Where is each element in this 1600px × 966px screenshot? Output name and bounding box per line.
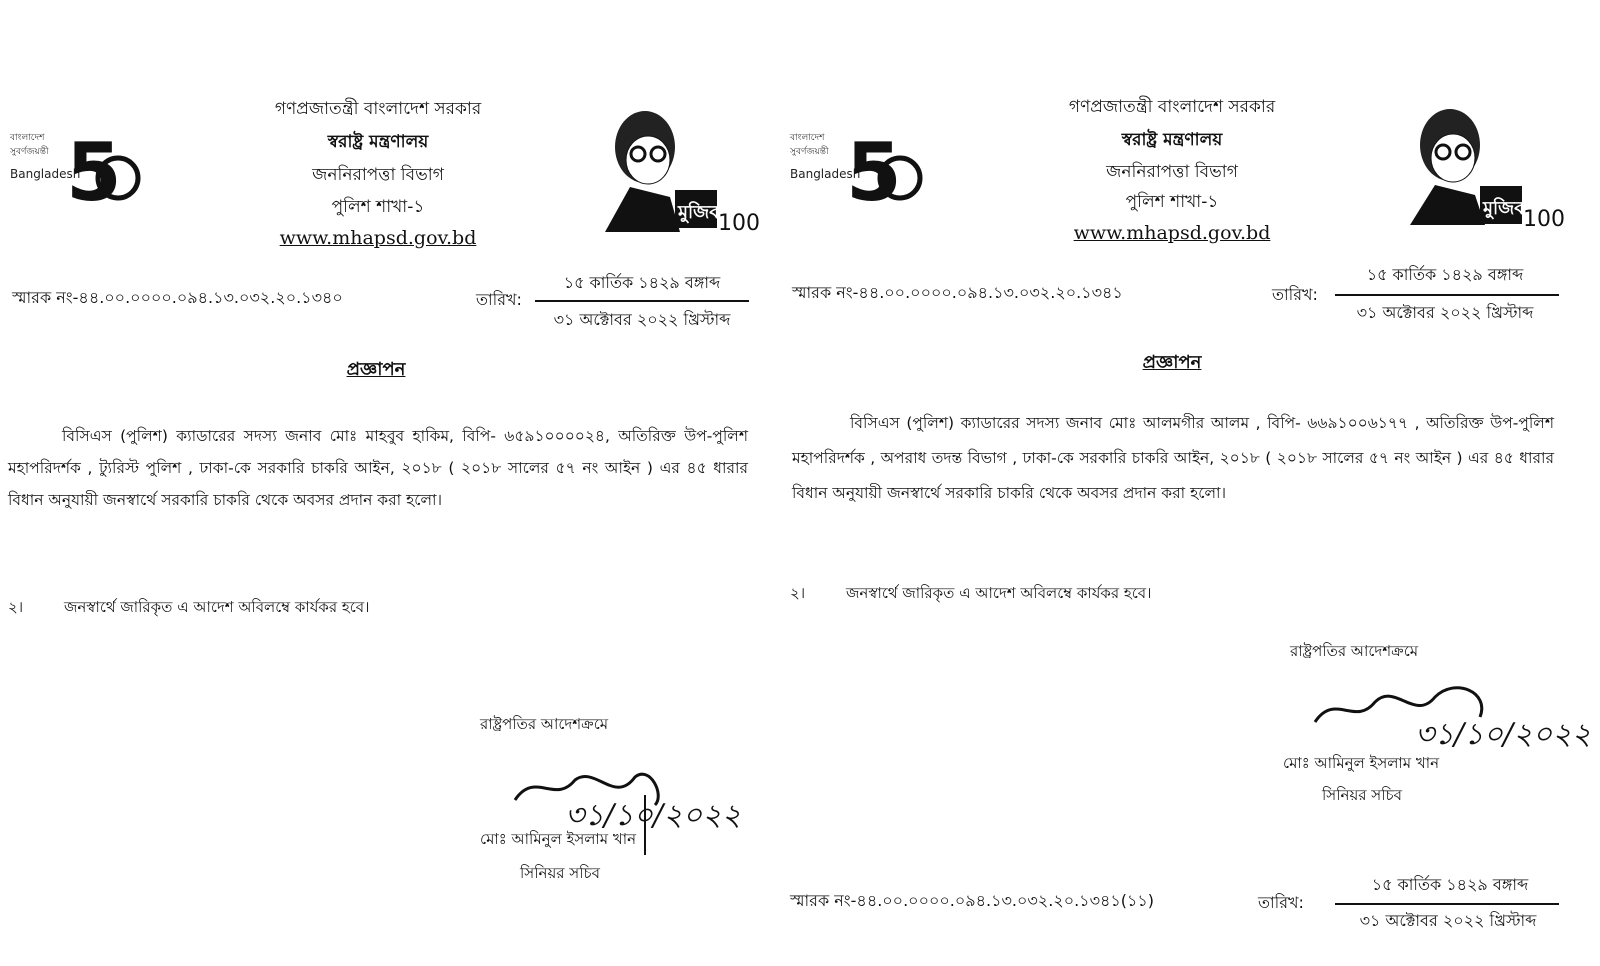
date-divider bbox=[535, 300, 749, 302]
date-bangla: ১৫ কার্তিক ১৪২৯ বঙ্গাব্দ bbox=[1366, 265, 1524, 284]
signer-name: মোঃ আমিনুল ইসলাম খান bbox=[480, 830, 637, 848]
date-bangla: ১৫ কার্তিক ১৪২৯ বঙ্গাব্দ bbox=[563, 273, 721, 292]
header-government: গণপ্রজাতন্ত্রী বাংলাদেশ সরকার bbox=[274, 99, 482, 119]
date-english: ৩১ অক্টোবর ২০২২ খ্রিস্টাব্দ bbox=[1356, 303, 1534, 322]
header-government: গণপ্রজাতন্ত্রী বাংলাদেশ সরকার bbox=[1068, 97, 1276, 117]
point-2-text: জনস্বার্থে জারিকৃত এ আদেশ অবিলম্বে কার্যকর হবে। bbox=[64, 598, 370, 616]
header-branch: পুলিশ শাখা-১ bbox=[331, 197, 425, 217]
bangladesh-50-logo bbox=[8, 118, 138, 218]
website-link[interactable]: www.mhapsd.gov.bd bbox=[1073, 222, 1271, 244]
svg-text:5: 5 bbox=[66, 126, 122, 219]
svg-text:৩১/১০/২০২২: ৩১/১০/২০২২ bbox=[1415, 717, 1592, 752]
signer-title: সিনিয়র সচিব bbox=[520, 864, 600, 882]
header-ministry: স্বরাষ্ট্র মন্ত্রণালয় bbox=[1121, 130, 1223, 150]
svg-text:৩১/১০/২০২২: ৩১/১০/২০২২ bbox=[565, 798, 742, 833]
website-link[interactable]: www.mhapsd.gov.bd bbox=[279, 227, 477, 249]
date-english: ৩১ অক্টোবর ২০২২ খ্রিস্টাব্দ bbox=[553, 310, 731, 329]
svg-text:100: 100 bbox=[718, 211, 760, 236]
svg-text:সুবর্ণজয়ন্তী: সুবর্ণজয়ন্তী bbox=[10, 147, 49, 157]
date-divider bbox=[1335, 294, 1559, 296]
notice-title: প্রজ্ঞাপন bbox=[346, 359, 406, 380]
notice-title: প্রজ্ঞাপন bbox=[1142, 352, 1202, 373]
date-label: তারিখ: bbox=[1272, 285, 1318, 304]
signature bbox=[1305, 672, 1592, 762]
svg-text:সুবর্ণজয়ন্তী: সুবর্ণজয়ন্তী bbox=[790, 147, 829, 157]
point-2-number: ২। bbox=[790, 584, 806, 602]
mujib-100-logo bbox=[600, 102, 760, 237]
svg-text:মুজিব: মুজিব bbox=[1483, 198, 1525, 219]
header-division: জননিরাপত্তা বিভাগ bbox=[312, 165, 444, 185]
presidential-order: রাষ্ট্রপতির আদেশক্রমে bbox=[1290, 642, 1419, 660]
memo-number: স্মারক নং-৪৪.০০.০০০০.০৯৪.১৩.০৩২.২০.১৩৪০ bbox=[12, 288, 343, 307]
footer-date-divider bbox=[1335, 903, 1559, 905]
footer-date-label: তারিখ: bbox=[1258, 893, 1304, 912]
header-branch: পুলিশ শাখা-১ bbox=[1125, 192, 1219, 212]
presidential-order: রাষ্ট্রপতির আদেশক্রমে bbox=[480, 715, 609, 733]
svg-text:Bangladesh: Bangladesh bbox=[10, 167, 81, 181]
svg-text:100: 100 bbox=[1523, 207, 1565, 232]
signer-title: সিনিয়র সচিব bbox=[1322, 786, 1402, 804]
mujib-100-logo bbox=[1405, 100, 1565, 235]
point-2-text: জনস্বার্থে জারিকৃত এ আদেশ অবিলম্বে কার্যকর হবে। bbox=[846, 584, 1152, 602]
date-label: তারিখ: bbox=[476, 290, 522, 309]
header-ministry: স্বরাষ্ট্র মন্ত্রণালয় bbox=[327, 132, 429, 152]
svg-text:বাংলাদেশ: বাংলাদেশ bbox=[10, 133, 45, 143]
point-2-number: ২। bbox=[8, 598, 24, 616]
footer-date-english: ৩১ অক্টোবর ২০২২ খ্রিস্টাব্দ bbox=[1359, 911, 1537, 930]
svg-text:5: 5 bbox=[846, 126, 902, 219]
signer-name: মোঃ আমিনুল ইসলাম খান bbox=[1283, 754, 1440, 772]
svg-text:Bangladesh: Bangladesh bbox=[790, 167, 861, 181]
svg-text:বাংলাদেশ: বাংলাদেশ bbox=[790, 133, 825, 143]
notice-body: বিসিএস (পুলিশ) ক্যাডারের সদস্য জনাব মোঃ মাহবুব হাকিম, বিপি- ৬৫৯১০০০০২৪, অতিরিক্ত উপ-পুলিশ মহাপরিদর্শক , ট্যুরিস্ট পুলিশ , ঢাকা-কে সরকারি চাকরি আইন, ২০১৮ ( ২০১৮ সালের ৫৭ নং আইন ) এর ৪৫ ধারার বিধান অনুযায়ী জনস্বার্থে সরকারি চাকরি থেকে অবসর প্রদান করা হলো। bbox=[8, 427, 748, 509]
notice-body: বিসিএস (পুলিশ) ক্যাডারের সদস্য জনাব মোঃ আলমগীর আলম , বিপি- ৬৬৯১০০৬১৭৭ , অতিরিক্ত উপ-পুলিশ মহাপরিদর্শক , অপরাধ তদন্ত বিভাগ , ঢাকা-কে সরকারি চাকরি আইন, ২০১৮ ( ২০১৮ সালের ৫৭ নং আইন ) এর ৪৫ ধারার বিধান অনুযায়ী জনস্বার্থে সরকারি চাকরি থেকে অবসর প্রদান করা হলো। bbox=[792, 414, 1554, 502]
bangladesh-50-logo bbox=[788, 118, 923, 218]
footer-date-bangla: ১৫ কার্তিক ১৪২৯ বঙ্গাব্দ bbox=[1371, 875, 1529, 894]
svg-text:মুজিব: মুজিব bbox=[678, 202, 720, 223]
footer-memo-number: স্মারক নং-৪৪.০০.০০০০.০৯৪.১৩.০৩২.২০.১৩৪১(১১) bbox=[790, 891, 1154, 910]
memo-number: স্মারক নং-৪৪.০০.০০০০.০৯৪.১৩.০৩২.২০.১৩৪১ bbox=[792, 283, 1123, 302]
header-division: জননিরাপত্তা বিভাগ bbox=[1106, 162, 1238, 182]
